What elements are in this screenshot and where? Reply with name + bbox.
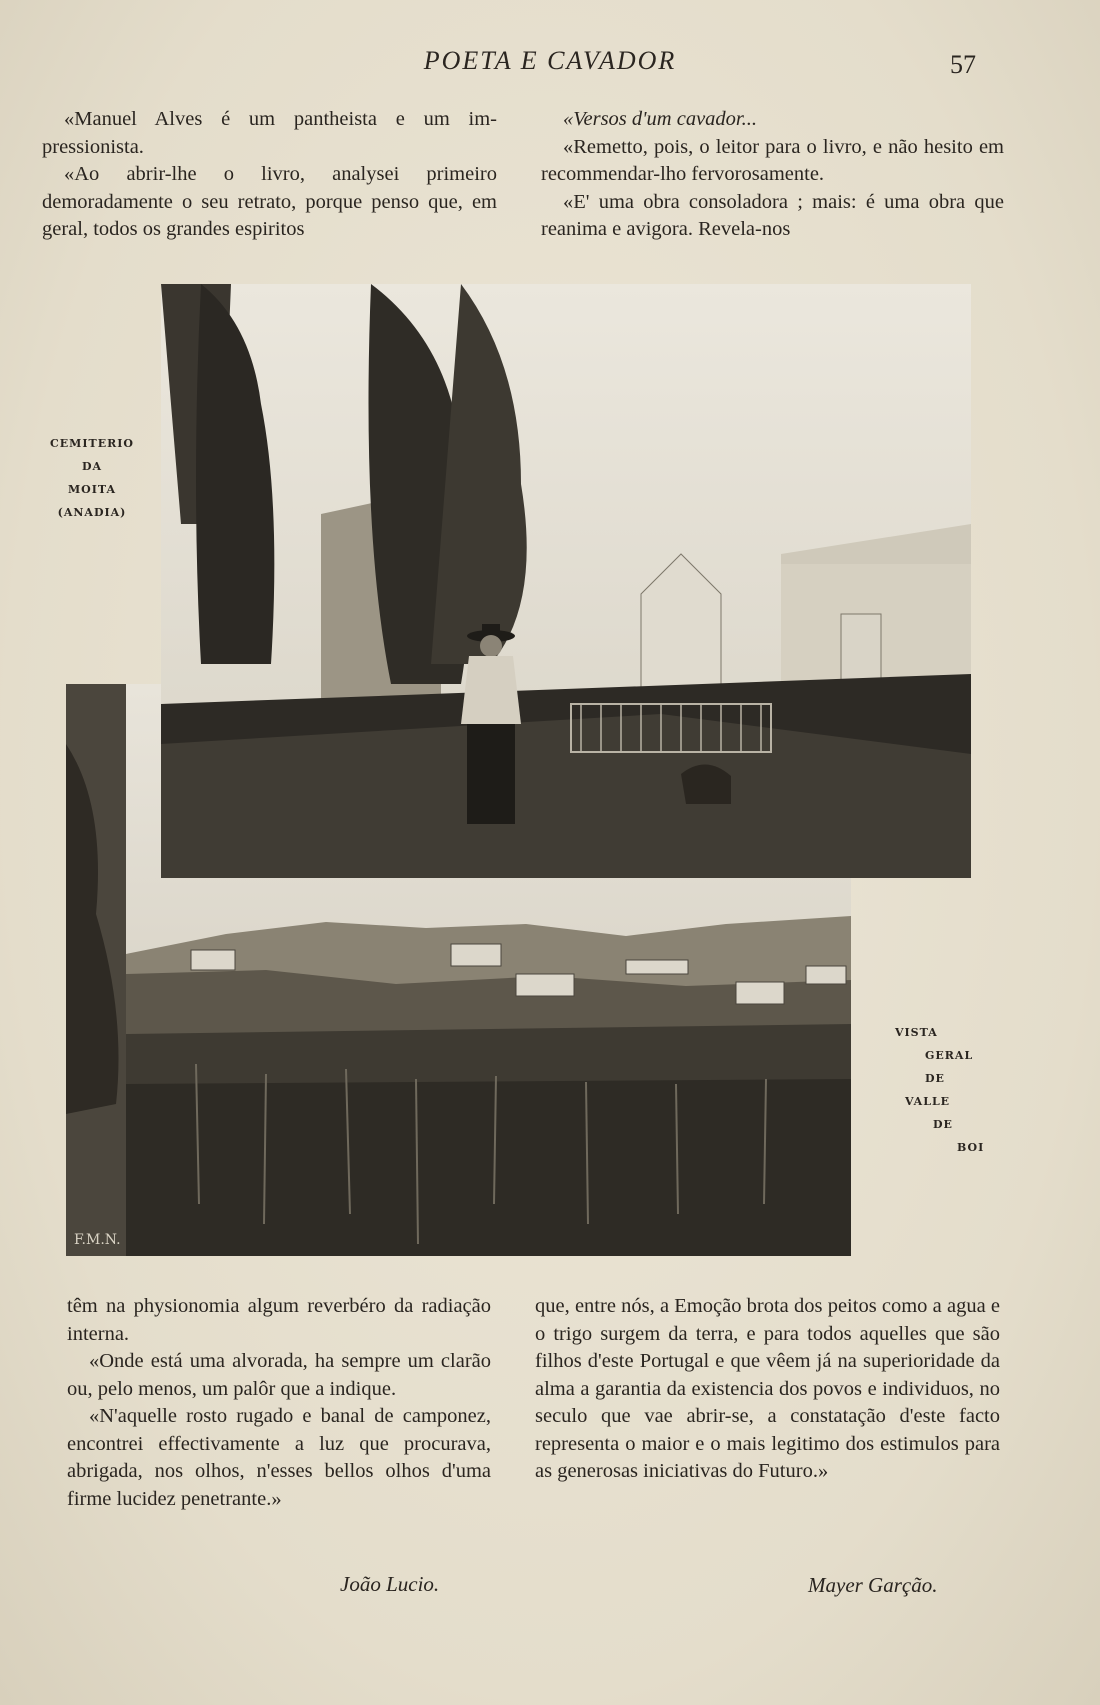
text-column-top-right — [541, 106, 1004, 244]
caption-vista-geral — [895, 1021, 1005, 1159]
paragraph: «Onde está uma alvorada, ha sempre um clarão ou, pelo menos, um palôr que a indique. — [67, 1350, 491, 1400]
photographer-mark: F.M.N. — [74, 1232, 121, 1248]
paragraph: têm na physionomia algum reverbéro da radiação interna. — [67, 1295, 491, 1345]
photo-cemiterio-da-moita — [161, 284, 971, 878]
paragraph: «Versos d'um cavador... — [563, 108, 757, 130]
caption-line: DE — [933, 1118, 953, 1131]
paragraph: «Ao abrir-lhe o livro, analysei primeiro demoradamente o seu retrato, porque penso que, em geral, todos os grandes espiritos — [42, 163, 497, 240]
caption-line: GERAL — [925, 1049, 974, 1062]
paragraph: que, entre nós, a Emoção brota dos peitos como a agua e o trigo surgem da terra, e para todos aquelles que são filhos d'este Portugal e que vêem já na superioridade da alma a garantia da existencia dos povos e individuos, no seculo que vae abrir-se, a constatação d'este facto representa o maior e o mais legitimo dos estimulos para as generosas iniciativas do Futuro.» — [535, 1295, 1000, 1482]
caption-line: MOITA — [67, 483, 117, 496]
text-column-bottom-right — [535, 1293, 1000, 1486]
caption-line: BOI — [957, 1141, 985, 1154]
caption-line: VISTA — [895, 1026, 938, 1039]
paragraph: «Manuel Alves é um pantheista e um im-pressionista. — [42, 108, 497, 158]
paragraph: «E' uma obra consoladora ; mais: é uma obra que reanima e avigora. Revela-nos — [541, 190, 1004, 240]
paragraph: «N'aquelle rosto rugado e banal de camponez, encontrei effectivamente a luz que procurava, abrigada, nos olhos, n'esses bellos olhos d'uma firme lucidez penetrante.» — [67, 1405, 491, 1510]
running-title: POETA E CAVADOR — [423, 46, 677, 75]
page-number: 57 — [950, 50, 976, 79]
caption-line: DA — [81, 460, 103, 473]
caption-line: CEMITERIO — [50, 437, 134, 450]
caption-line: (ANADIA) — [57, 506, 127, 519]
signature-joao-lucio: João Lucio. — [340, 1572, 440, 1596]
caption-cemiterio — [48, 432, 136, 524]
paragraph: «Remetto, pois, o leitor para o livro, e não hesito em recommendar-lho fervorosamente. — [541, 135, 1004, 185]
caption-line: DE — [925, 1072, 945, 1085]
text-column-top-left — [42, 106, 497, 244]
caption-line: VALLE — [905, 1095, 951, 1108]
text-column-bottom-left — [67, 1293, 491, 1513]
signature-mayer-garcao: Mayer Garção. — [808, 1573, 938, 1597]
